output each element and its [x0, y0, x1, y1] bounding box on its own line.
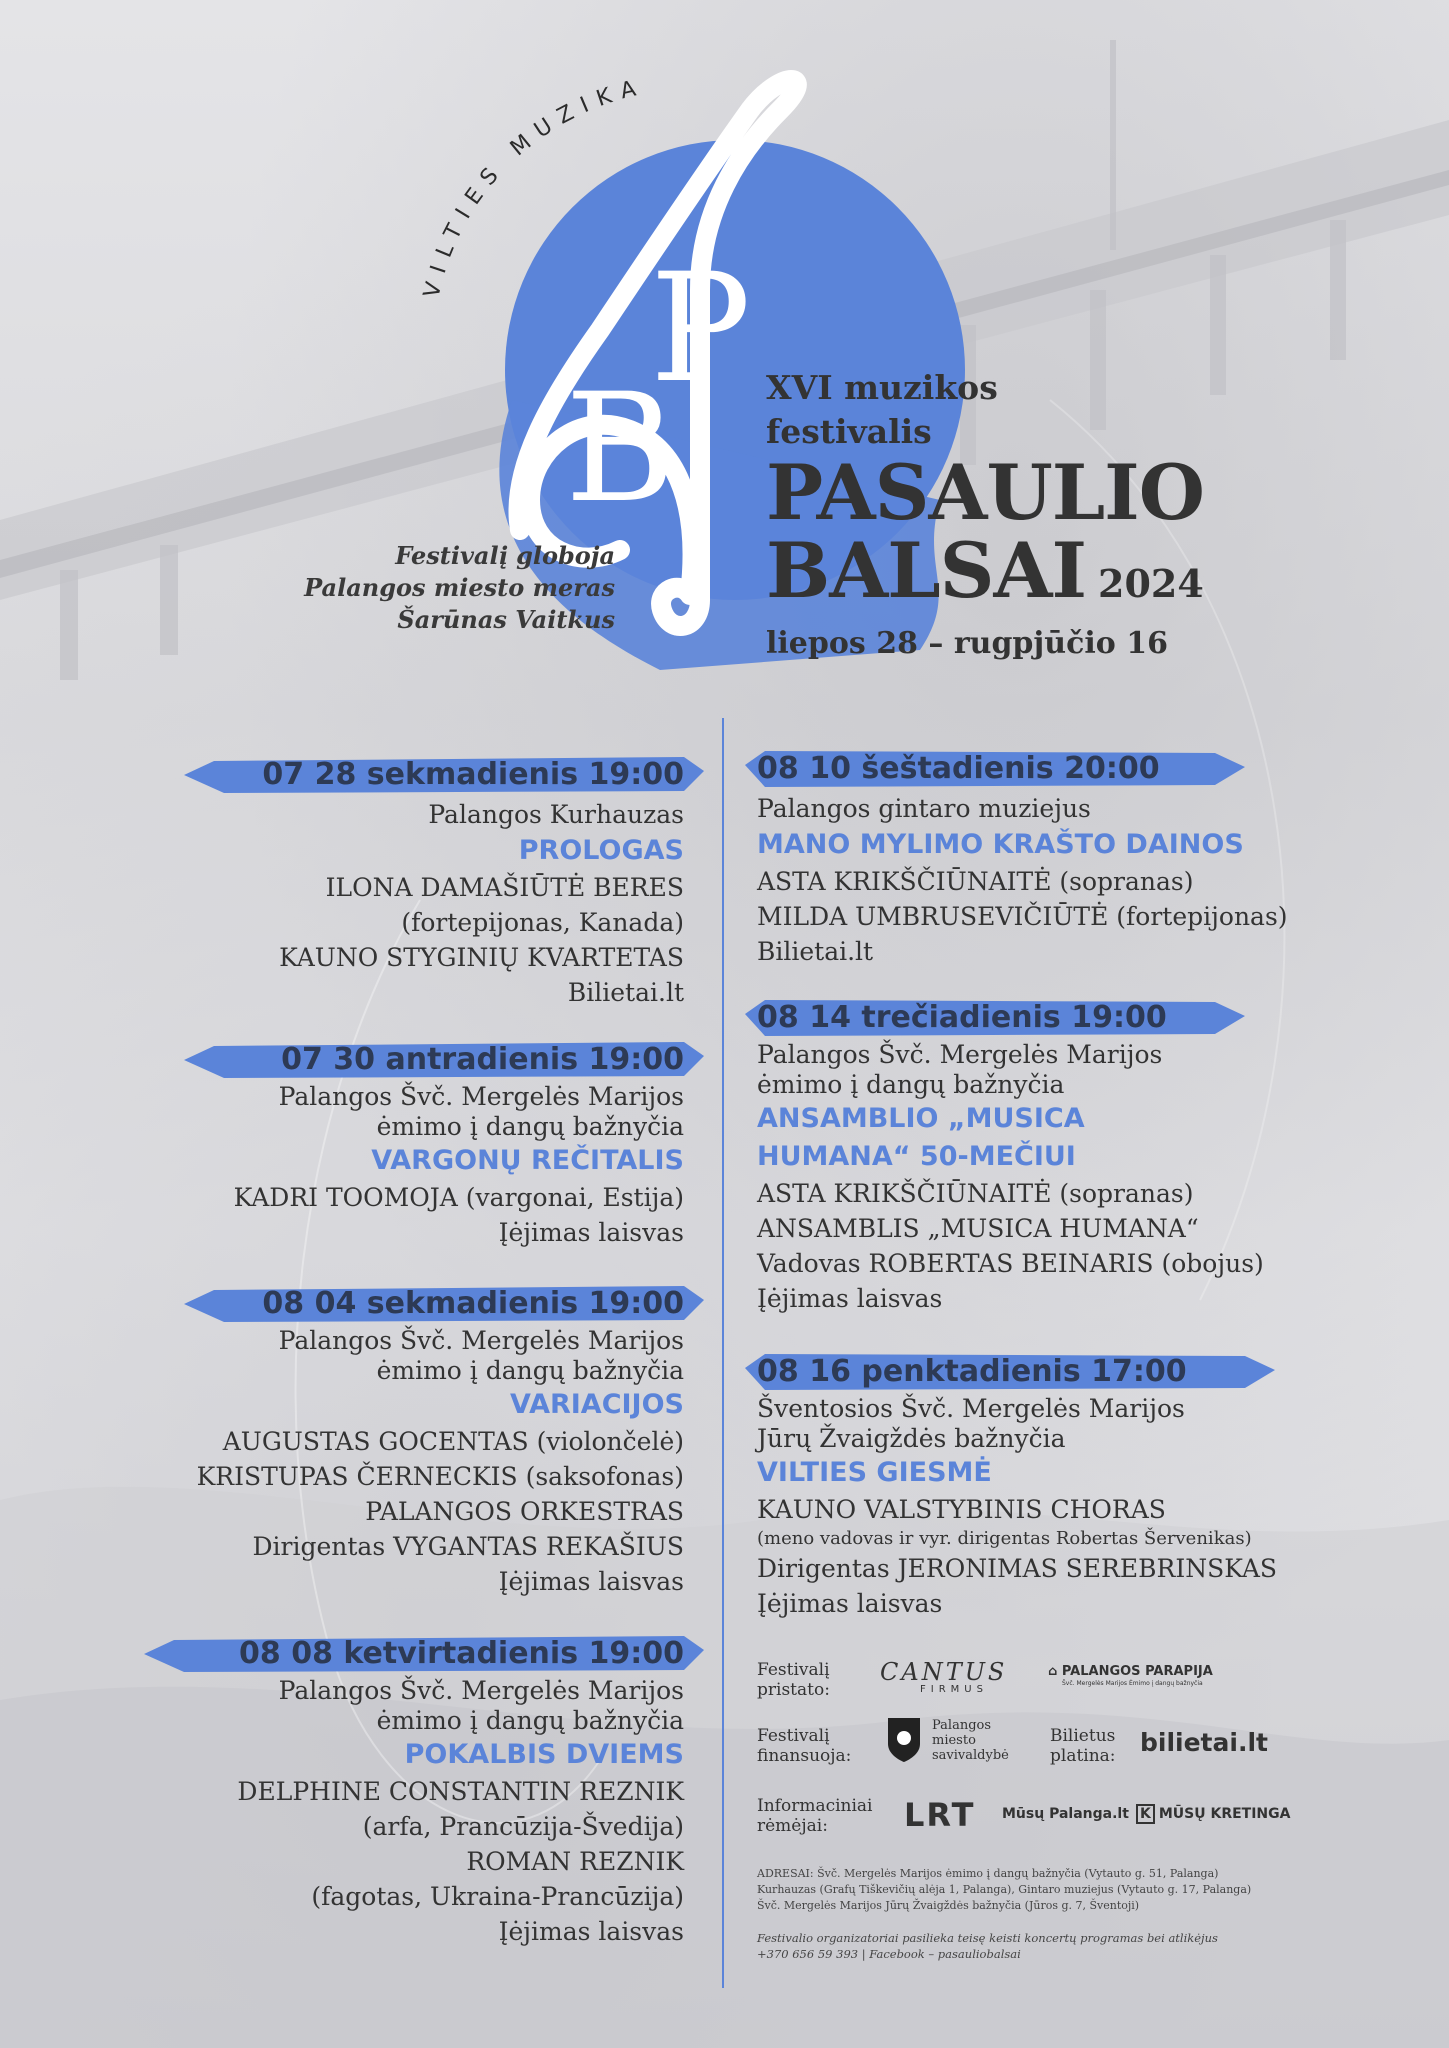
event-performer: (arfa, Prancūzija-Švedija): [362, 1812, 684, 1841]
parish-name-text: PALANGOS PARAPIJA: [1061, 1664, 1213, 1679]
coat-of-arms-icon: [886, 1716, 922, 1764]
logo-letter-b: B: [565, 362, 676, 536]
festival-name-word: BALSAI: [766, 526, 1087, 615]
event-title: HUMANA“ 50-MEČIUI: [757, 1141, 1076, 1172]
festival-title: [766, 366, 1204, 663]
event-venue: Jūrų Žvaigždės bažnyčia: [757, 1424, 1066, 1453]
musu-palanga-logo: Mūsų Palanga.lt: [1002, 1806, 1129, 1822]
event-title: VARIACIJOS: [510, 1389, 684, 1420]
event-card: [757, 996, 1264, 1316]
event-card: [262, 753, 684, 1010]
sponsor-label: Festivalį: [757, 1660, 830, 1680]
event-title: PROLOGAS: [518, 835, 684, 866]
event-tickets: Įėjimas laisvas: [498, 1917, 684, 1946]
addresses: [757, 1866, 1357, 1914]
musu-kretinga-text: MŪSŲ KRETINGA: [1158, 1806, 1291, 1822]
sponsors-presents: [757, 1660, 830, 1700]
event-performer: MILDA UMBRUSEVIČIŪTĖ (fortepijonas): [757, 902, 1288, 931]
event-tickets: Bilietai.lt: [757, 937, 874, 966]
municipality-text: [932, 1718, 1009, 1763]
event-date: 08 08 ketvirtadienis 19:00: [239, 1636, 684, 1671]
sponsors-funds: [757, 1726, 851, 1766]
lrt-logo: LRT: [904, 1796, 976, 1834]
event-date: 08 04 sekmadienis 19:00: [262, 1286, 684, 1321]
event-venue: ėmimo į dangų bažnyčia: [757, 1070, 1065, 1099]
event-venue: ėmimo į dangų bažnyčia: [376, 1356, 684, 1385]
event-date-banner: [234, 1038, 684, 1082]
event-performer: ROMAN REZNIK: [466, 1847, 684, 1876]
event-venue: Palangos Švč. Mergelės Marijos: [278, 1326, 684, 1355]
firmus-text: FIRMUS: [920, 1684, 988, 1695]
church-icon: ⌂: [1048, 1664, 1062, 1679]
event-title: POKALBIS DVIEMS: [404, 1739, 684, 1770]
event-performer-note: (meno vadovas ir vyr. dirigentas Robertas Šervenikas): [757, 1528, 1252, 1549]
note-line: Festivalio organizatoriai pasilieka teisę keisti koncertų programas bei atlikėjus: [757, 1931, 1218, 1945]
event-performer: ILONA DAMAŠIŪTĖ BERES: [325, 873, 684, 902]
edition-line: festivalis: [766, 412, 932, 451]
sponsor-label: rėmėjai:: [757, 1816, 828, 1836]
event-tickets: Įėjimas laisvas: [498, 1218, 684, 1247]
event-performer: DELPHINE CONSTANTIN REZNIK: [237, 1777, 684, 1806]
event-card: [237, 1632, 684, 1949]
event-date: 08 14 trečiadienis 19:00: [757, 1000, 1167, 1035]
event-date: 07 30 antradienis 19:00: [281, 1042, 684, 1077]
event-tickets: Įėjimas laisvas: [498, 1567, 684, 1596]
patron-text: [260, 540, 615, 636]
event-date: 07 28 sekmadienis 19:00: [262, 757, 684, 792]
event-performer: (fortepijonas, Kanada): [401, 908, 684, 937]
event-tickets: Įėjimas laisvas: [757, 1589, 943, 1618]
sponsor-label: Informaciniai: [757, 1796, 873, 1816]
event-title: VARGONŲ REČITALIS: [371, 1145, 684, 1176]
festival-dates: liepos 28 – rugpjūčio 16: [766, 626, 1168, 661]
address-line: Švč. Mergelės Marijos Jūrų Žvaigždės bažnyčia (Jūros g. 7, Šventoji): [757, 1899, 1140, 1912]
event-date: 08 10 šeštadienis 20:00: [757, 751, 1160, 786]
event-performer: Vadovas ROBERTAS BEINARIS (obojus): [757, 1249, 1264, 1278]
event-performer: ASTA KRIKŠČIŪNAITĖ (sopranas): [757, 867, 1194, 896]
event-performer: KAUNO STYGINIŲ KVARTETAS: [279, 943, 684, 972]
palangos-parapija-logo: [1048, 1664, 1213, 1688]
sponsors-info: [757, 1796, 873, 1836]
event-venue: Šventosios Švč. Mergelės Marijos: [757, 1394, 1185, 1423]
sponsor-label: Bilietus: [1050, 1726, 1116, 1746]
event-date: 08 16 penktadienis 17:00: [757, 1354, 1187, 1389]
event-performer: (fagotas, Ukraina-Prancūzija): [311, 1882, 684, 1911]
event-venue: Palangos Švč. Mergelės Marijos: [278, 1082, 684, 1111]
sponsor-label: Festivalį: [757, 1726, 830, 1746]
event-venue: Palangos Švč. Mergelės Marijos: [278, 1676, 684, 1705]
event-title: VILTIES GIESMĖ: [757, 1457, 992, 1488]
event-venue: Palangos Švč. Mergelės Marijos: [757, 1040, 1163, 1069]
festival-name: [766, 526, 1204, 623]
event-date-banner: [757, 747, 1288, 791]
event-date-banner: [237, 1632, 684, 1676]
patron-line: Palangos miesto meras: [304, 573, 615, 602]
column-divider: [722, 718, 724, 1988]
sponsors-tickets: [1050, 1726, 1116, 1766]
event-date-banner: [197, 1282, 684, 1326]
event-venue: Palangos gintaro muziejus: [757, 794, 1091, 823]
event-venue: ėmimo į dangų bažnyčia: [376, 1112, 684, 1141]
event-performer: AUGUSTAS GOCENTAS (violončelė): [222, 1427, 684, 1456]
festival-name: PASAULIO: [766, 448, 1204, 537]
municipality-line: savivaldybė: [932, 1748, 1009, 1763]
event-venue: ėmimo į dangų bažnyčia: [376, 1706, 684, 1735]
event-card: [234, 1038, 684, 1250]
event-date-banner: [262, 753, 684, 797]
sponsor-label: pristato:: [757, 1680, 830, 1700]
event-performer: KRISTUPAS ČERNECKIS (saksofonas): [196, 1462, 684, 1491]
event-title: ANSAMBLIO „MUSICA: [757, 1103, 1085, 1134]
cantus-text: CANTUS: [880, 1658, 1008, 1686]
event-performer: ANSAMBLIS „MUSICA HUMANA“: [757, 1214, 1199, 1243]
patron-line: Festivalį globoja: [395, 541, 615, 570]
event-venue: Palangos Kurhauzas: [428, 800, 684, 829]
logo-arc-text: VILTIES MUZIKA: [419, 74, 649, 301]
parish-name: [1048, 1664, 1213, 1680]
address-line: ADRESAI: Švč. Mergelės Marijos ėmimo į dangų bažnyčia (Vytauto g. 51, Palanga): [757, 1867, 1219, 1880]
note-line: +370 656 59 393 | Facebook – pasauliobalsai: [757, 1947, 1021, 1961]
k-mark-icon: K: [1136, 1804, 1155, 1824]
parish-subtitle: Švč. Mergelės Marijos Ėmimo į dangų bažnyčia: [1062, 1680, 1203, 1687]
sponsor-label: platina:: [1050, 1746, 1116, 1766]
event-performer: Dirigentas JERONIMAS SEREBRINSKAS: [757, 1554, 1278, 1583]
event-card: [757, 747, 1288, 969]
event-tickets: Bilietai.lt: [567, 978, 684, 1007]
event-card: [757, 1350, 1277, 1621]
musu-kretinga-logo: [1136, 1806, 1290, 1822]
bilietai-logo: bilietai.lt: [1140, 1728, 1268, 1757]
event-date-banner: [757, 996, 1264, 1040]
festival-year: 2024: [1098, 561, 1204, 606]
event-performer: PALANGOS ORKESTRAS: [365, 1497, 684, 1526]
municipality-line: miesto: [932, 1733, 976, 1748]
event-performer: ASTA KRIKŠČIŪNAITĖ (sopranas): [757, 1179, 1194, 1208]
logo-letter-p: P: [650, 242, 751, 416]
sponsor-label: finansuoja:: [757, 1746, 852, 1766]
edition-line: XVI muzikos: [766, 368, 998, 407]
event-date-banner: [757, 1350, 1277, 1394]
event-card: [197, 1282, 684, 1599]
municipality-line: Palangos: [932, 1718, 992, 1733]
address-line: Kurhauzas (Grafų Tiškevičių alėja 1, Palanga), Gintaro muziejus (Vytauto g. 17, Palanga): [757, 1883, 1252, 1896]
event-performer: KADRI TOOMOJA (vargonai, Estija): [233, 1183, 684, 1212]
organizer-note: [757, 1930, 1357, 1962]
event-title: MANO MYLIMO KRAŠTO DAINOS: [757, 829, 1244, 860]
cantus-firmus-logo: [880, 1660, 1007, 1696]
event-performer: Dirigentas VYGANTAS REKAŠIUS: [252, 1532, 684, 1561]
event-tickets: Įėjimas laisvas: [757, 1284, 943, 1313]
event-performer: KAUNO VALSTYBINIS CHORAS: [757, 1495, 1166, 1524]
patron-line: Šarūnas Vaitkus: [397, 605, 615, 634]
